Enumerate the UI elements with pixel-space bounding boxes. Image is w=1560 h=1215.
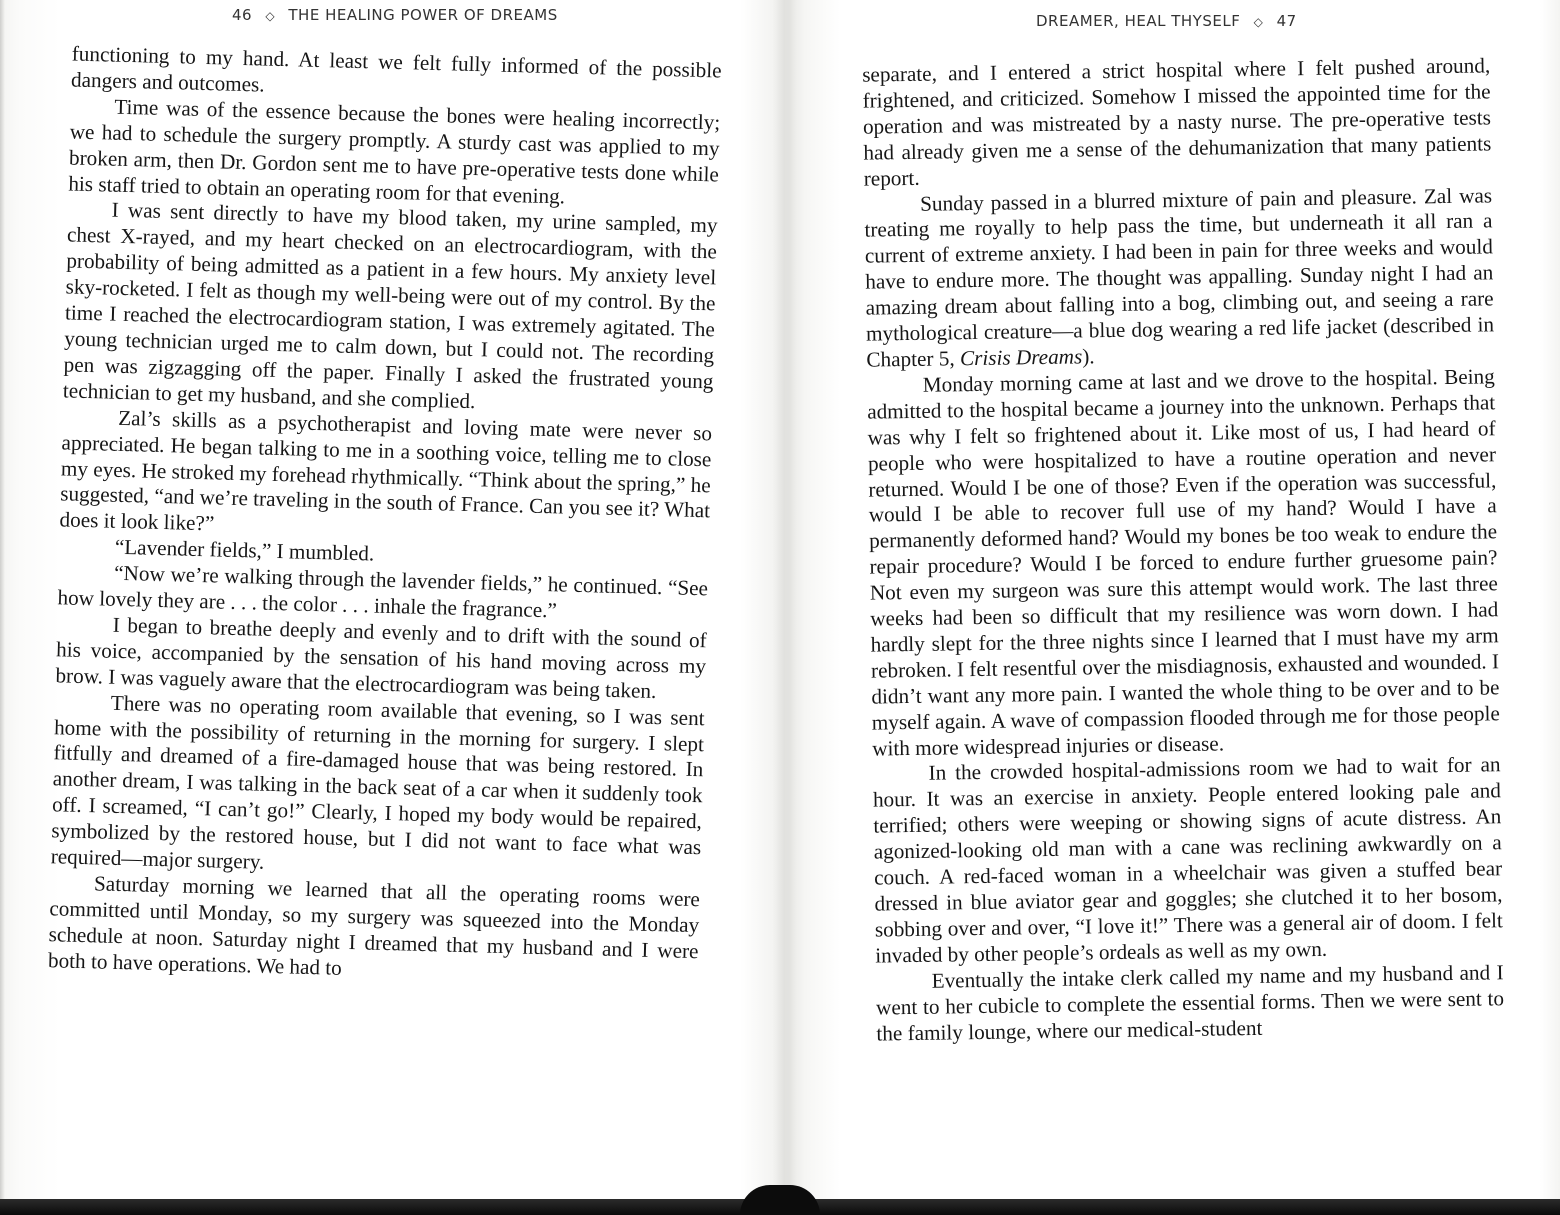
paragraph-text: Sunday passed in a blurred mixture of pain and pleasure. Zal was treating me royally to help pass the time, but underneath it all ran a current of extreme anxiety. I had been in pain for three weeks and would have to endure more. The thought was appalling. Sunday night I had an amazing dream about falling into a bog, climbing out, and seeing a rare mythological creature—a blue dog wearing a red life jacket (described in Chapter 5, <box>864 182 1495 372</box>
paragraph: Eventually the intake clerk called my name and my husband and I went to her cubicle to complete the essential forms. Then we were sent to the family lounge, where our medical-student <box>875 959 1505 1046</box>
left-running-head <box>232 6 558 24</box>
diamond-separator-icon: ◇ <box>265 9 276 23</box>
paragraph: Saturday morning we learned that all the operating rooms were committed until Monday, so my surgery was squeezed into the Monday schedule at noon. Saturday night I dreamed that my husband and I were both to have operations. We had to <box>47 871 701 980</box>
paragraph: I began to breathe deeply and evenly and to drift with the sound of his voice, accompanied by the sensation of his hand moving across my brow. I was vaguely aware that the electrocardiogram was being taken. <box>55 612 707 703</box>
chapter-reference: Crisis Dreams <box>959 344 1083 371</box>
paragraph: “Lavender fields,” I mumbled. <box>114 535 375 566</box>
spine-shadow <box>740 1185 820 1215</box>
paragraph: Monday morning came at last and we drove to the hospital. Being admitted to the hospital became a journey into the unknown. Perhaps that was why I felt so frightened about it. Like most of us, I had heard of people who were hospitalized to have a routine operation and never returned. Would I be one of those? Even if the operation was successful, would I be able to recover full use of my hand? Would I have a permanently deformed hand? Would my bones be too weak to endure the repair procedure? Would I be forced to endure further gruesome pain? Not even my surgeon was sure this attempt would work. The last three weeks had been so difficult that my resilience was worn down. I had hardly slept for the three nights since I learned that I must have my arm rebroken. I felt resentful over the misdiagnosis, exhausted and wounded. I didn’t want any more pain. I wanted the whole thing to be over and to be myself again. A wave of compassion flooded through me for those people with more widespread injuries or disease. <box>867 364 1500 761</box>
book-title: THE HEALING POWER OF DREAMS <box>288 6 558 24</box>
left-page <box>47 0 722 1195</box>
paragraph: In the crowded hospital-admissions room we had to wait for an hour. It was an exercise in anxiety. People entered looking pale and terrified; others were weeping or showing signs of acute distress. An agonized-looking old man with a cane was reclining awkwardly on a couch. A red-faced woman in a wheelchair was given a stuffed bear dressed in blue aviator gear and goggles; she clutched it to her bosom, sobbing over and over, “I love it!” There was a general air of doom. I felt invaded by other people’s ordeals as well as my own. <box>872 752 1504 968</box>
scanner-bottom-edge <box>0 1199 1560 1215</box>
right-body-text <box>862 53 1505 1047</box>
paragraph <box>864 183 1495 374</box>
left-body-text <box>48 41 722 990</box>
right-page <box>862 0 1505 1195</box>
chapter-title: DREAMER, HEAL THYSELF <box>1036 12 1241 30</box>
diamond-separator-icon: ◇ <box>1253 15 1264 29</box>
paragraph-text: ). <box>1082 344 1095 369</box>
right-page-number: 47 <box>1276 12 1297 30</box>
paragraph: I was sent directly to have my blood taken, my urine sampled, my chest X-rayed, and my heart checked on an electrocardiogram, with the probability of being admitted as a patient in a few hours. My anxiety level sky-rocketed. I felt as though my well-being were out of my control. By the time I reached the electrocardiogram station, I was extremely agitated. The young technician urged me to calm down, but I could not. The recording pen was zigzagging off the paper. Finally I asked the frustrated young technician to get my husband, and she complied. <box>62 198 718 413</box>
paragraph: functioning to my hand. At least we felt fully informed of the possible dangers and outcomes. <box>70 41 722 97</box>
right-running-head <box>1036 12 1297 30</box>
left-page-number: 46 <box>232 6 253 24</box>
paragraph: “Now we’re walking through the lavender fields,” he continued. “See how lovely they are . . . the color . . . inhale the fragrance.” <box>57 560 709 623</box>
book-gutter <box>772 0 796 1215</box>
paragraph: There was no operating room available that evening, so I was sent home with the possibility of returning in the morning for surgery. I slept fitfully and dreamed of a fire-damaged house that was being restored. In another dream, I was talking in the back seat of a car when it suddenly took off. I screamed, “I can’t go!” Clearly, I hoped my body would be repaired, symbolized by the restored house, but I did not want to face what was required—major surgery. <box>50 690 705 874</box>
page-edge <box>0 0 5 1215</box>
paragraph: Zal’s skills as a psychotherapist and loving mate were never so appreciated. He began talking to me in a soothing voice, telling me to close my eyes. He stroked my forehead rhythmically. “Think about the spring,” he suggested, “and we’re traveling in the south of France. Can you see it? What does it look like?” <box>59 405 713 536</box>
paragraph: separate, and I entered a strict hospital where I felt pushed around, frightened, and criticized. Somehow I missed the appointed time for the operation and was mistreated by a nasty nurse. The pre-operative tests had already given me a sense of the dehumanization that many patients report. <box>862 53 1492 191</box>
paragraph: Time was of the essence because the bones were healing incorrectly; we had to schedule the surgery promptly. A sturdy cast was applied to my broken arm, then Dr. Gordon sent me to have pre-operative tests done while his staff tried to obtain an operating room for that evening. <box>68 94 721 208</box>
